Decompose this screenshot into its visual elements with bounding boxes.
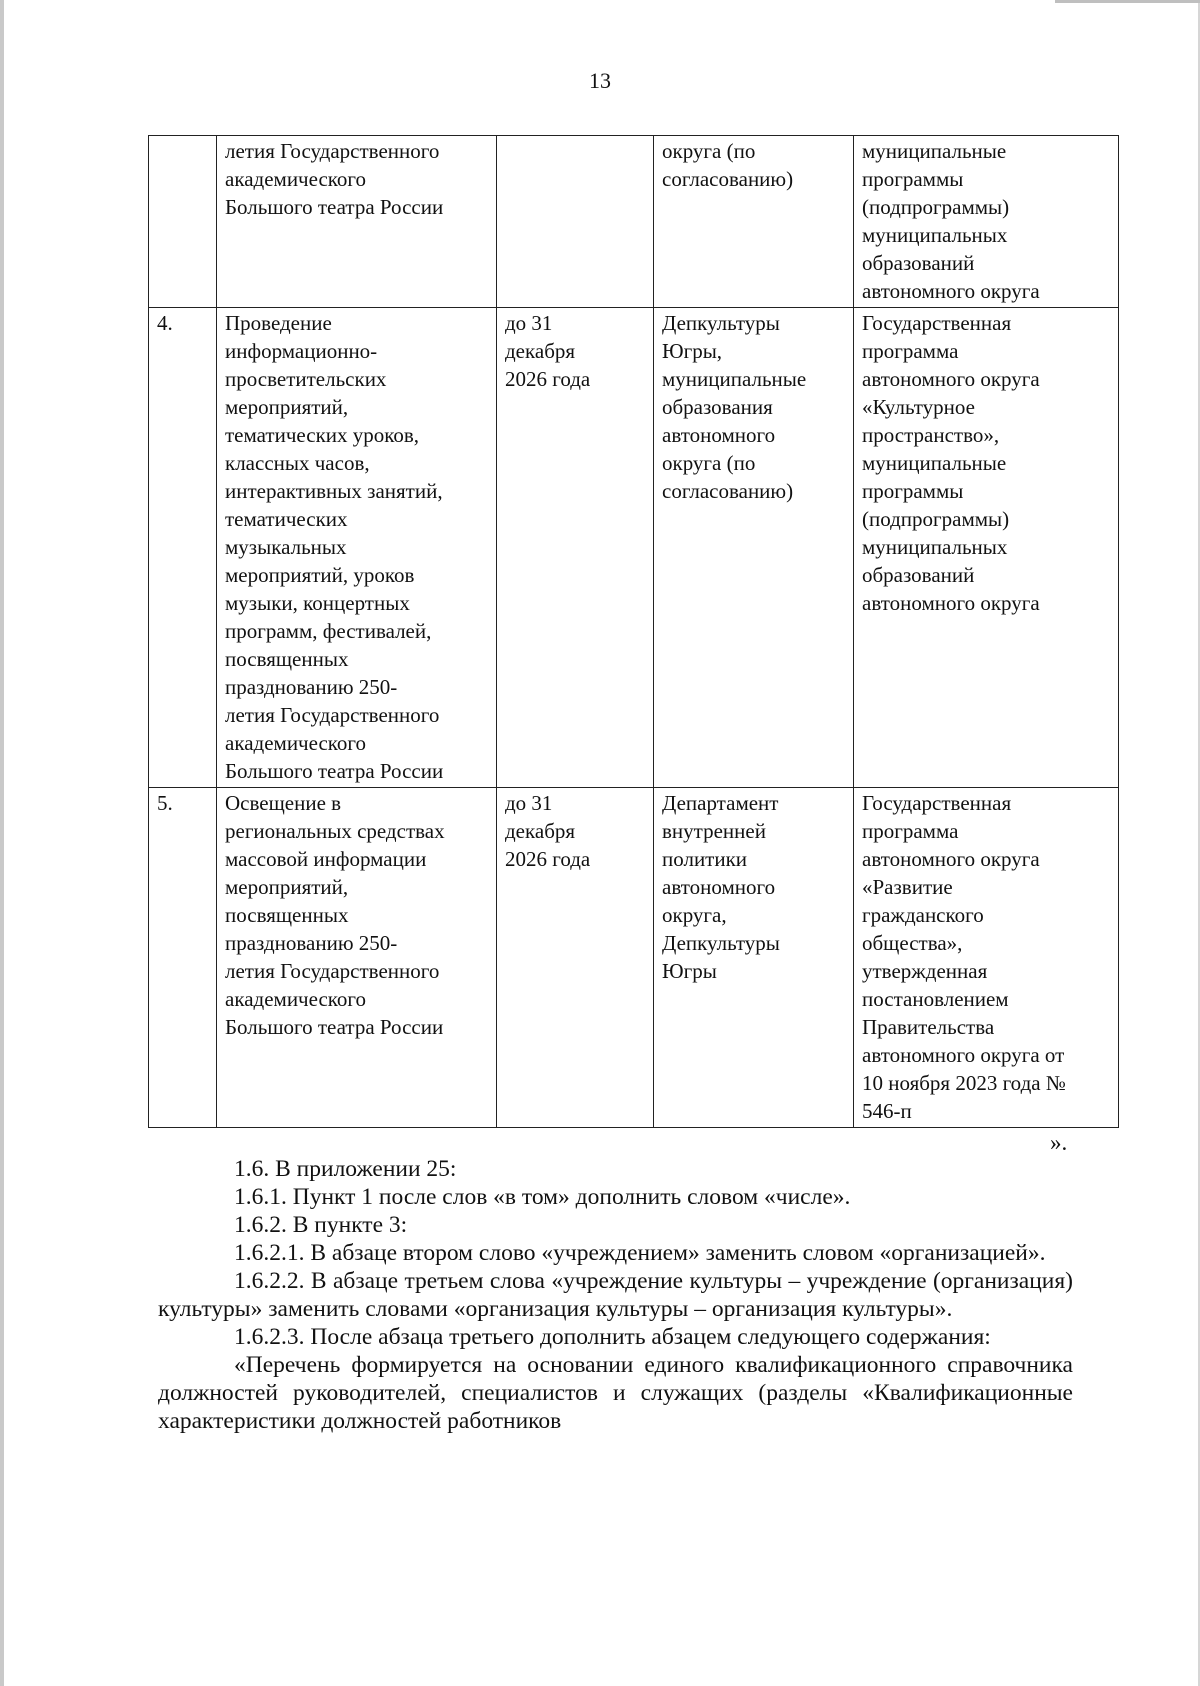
cell-event	[217, 136, 497, 308]
cell-program	[854, 308, 1119, 788]
cell-number	[149, 308, 217, 788]
scan-edge-top	[1055, 0, 1200, 3]
cell-program-text: Государственная программа автономного округа «Культурное пространство», муниципальные программы (подпрограммы) муниципальных образований автономного округа	[862, 311, 1040, 615]
cell-executors-text: Депкультуры Югры, муниципальные образования автономного округа (по согласованию)	[662, 311, 807, 503]
cell-event	[217, 308, 497, 788]
cell-number-text: 4.	[157, 311, 173, 335]
closing-quote: ».	[1050, 1130, 1068, 1155]
cell-executors-text: округа (по согласованию)	[662, 139, 794, 191]
paragraph: 1.6. В приложении 25:	[234, 1156, 457, 1182]
paragraph: 1.6.1. Пункт 1 после слов «в том» дополнить словом «числе».	[234, 1184, 851, 1210]
scan-edge-left	[0, 0, 4, 1686]
cell-deadline	[497, 136, 654, 308]
cell-executors	[654, 788, 854, 1128]
cell-program-text: Государственная программа автономного округа «Развитие гражданского общества», утвержденная постановлением Правительства автономного округа от 10 ноября 2023 года № 546-п	[862, 791, 1066, 1123]
cell-number-text: 5.	[157, 791, 173, 815]
paragraph: 1.6.2.2. В абзаце третьем слова «учреждение культуры – учреждение (организация) культуры» заменить словами «организация культуры – организация культуры».	[158, 1268, 1073, 1322]
cell-program	[854, 136, 1119, 308]
cell-program-text: муниципальные программы (подпрограммы) муниципальных образований автономного округа	[862, 139, 1040, 303]
cell-number	[149, 136, 217, 308]
cell-executors	[654, 308, 854, 788]
table-row	[149, 788, 1119, 1128]
measures-table	[148, 135, 1119, 1128]
cell-event-text: летия Государственного академического Большого театра России	[225, 139, 444, 219]
table-row	[149, 308, 1119, 788]
cell-number	[149, 788, 217, 1128]
cell-event-text: Освещение в региональных средствах массовой информации мероприятий, посвященных празднованию 250- летия Государственного академического Большого театра России	[225, 791, 445, 1039]
table-row	[149, 136, 1119, 308]
cell-event	[217, 788, 497, 1128]
paragraph: 1.6.2. В пункте 3:	[234, 1212, 408, 1238]
paragraph: «Перечень формируется на основании единого квалификационного справочника должностей руководителей, специалистов и служащих (разделы «Квалификационные характеристики должностей работников	[158, 1352, 1073, 1434]
cell-event-text: Проведение информационно- просветительских мероприятий, тематических уроков, классных часов, интерактивных занятий, тематических музыкальных мероприятий, уроков музыки, концертных программ, фестивалей, посвященных празднованию 250- летия Государственного академического Большого театра России	[225, 311, 444, 783]
cell-executors	[654, 136, 854, 308]
cell-deadline-text: до 31 декабря 2026 года	[505, 311, 591, 391]
cell-program	[854, 788, 1119, 1128]
cell-deadline	[497, 788, 654, 1128]
page-number: 13	[589, 68, 611, 93]
body-text	[158, 1155, 1073, 1435]
paragraph: 1.6.2.1. В абзаце втором слово «учреждением» заменить словом «организацией».	[234, 1240, 1046, 1266]
paragraph: 1.6.2.3. После абзаца третьего дополнить абзацем следующего содержания:	[234, 1324, 991, 1350]
cell-deadline-text: до 31 декабря 2026 года	[505, 791, 591, 871]
cell-executors-text: Департамент внутренней политики автономного округа, Депкультуры Югры	[662, 791, 780, 983]
cell-deadline	[497, 308, 654, 788]
